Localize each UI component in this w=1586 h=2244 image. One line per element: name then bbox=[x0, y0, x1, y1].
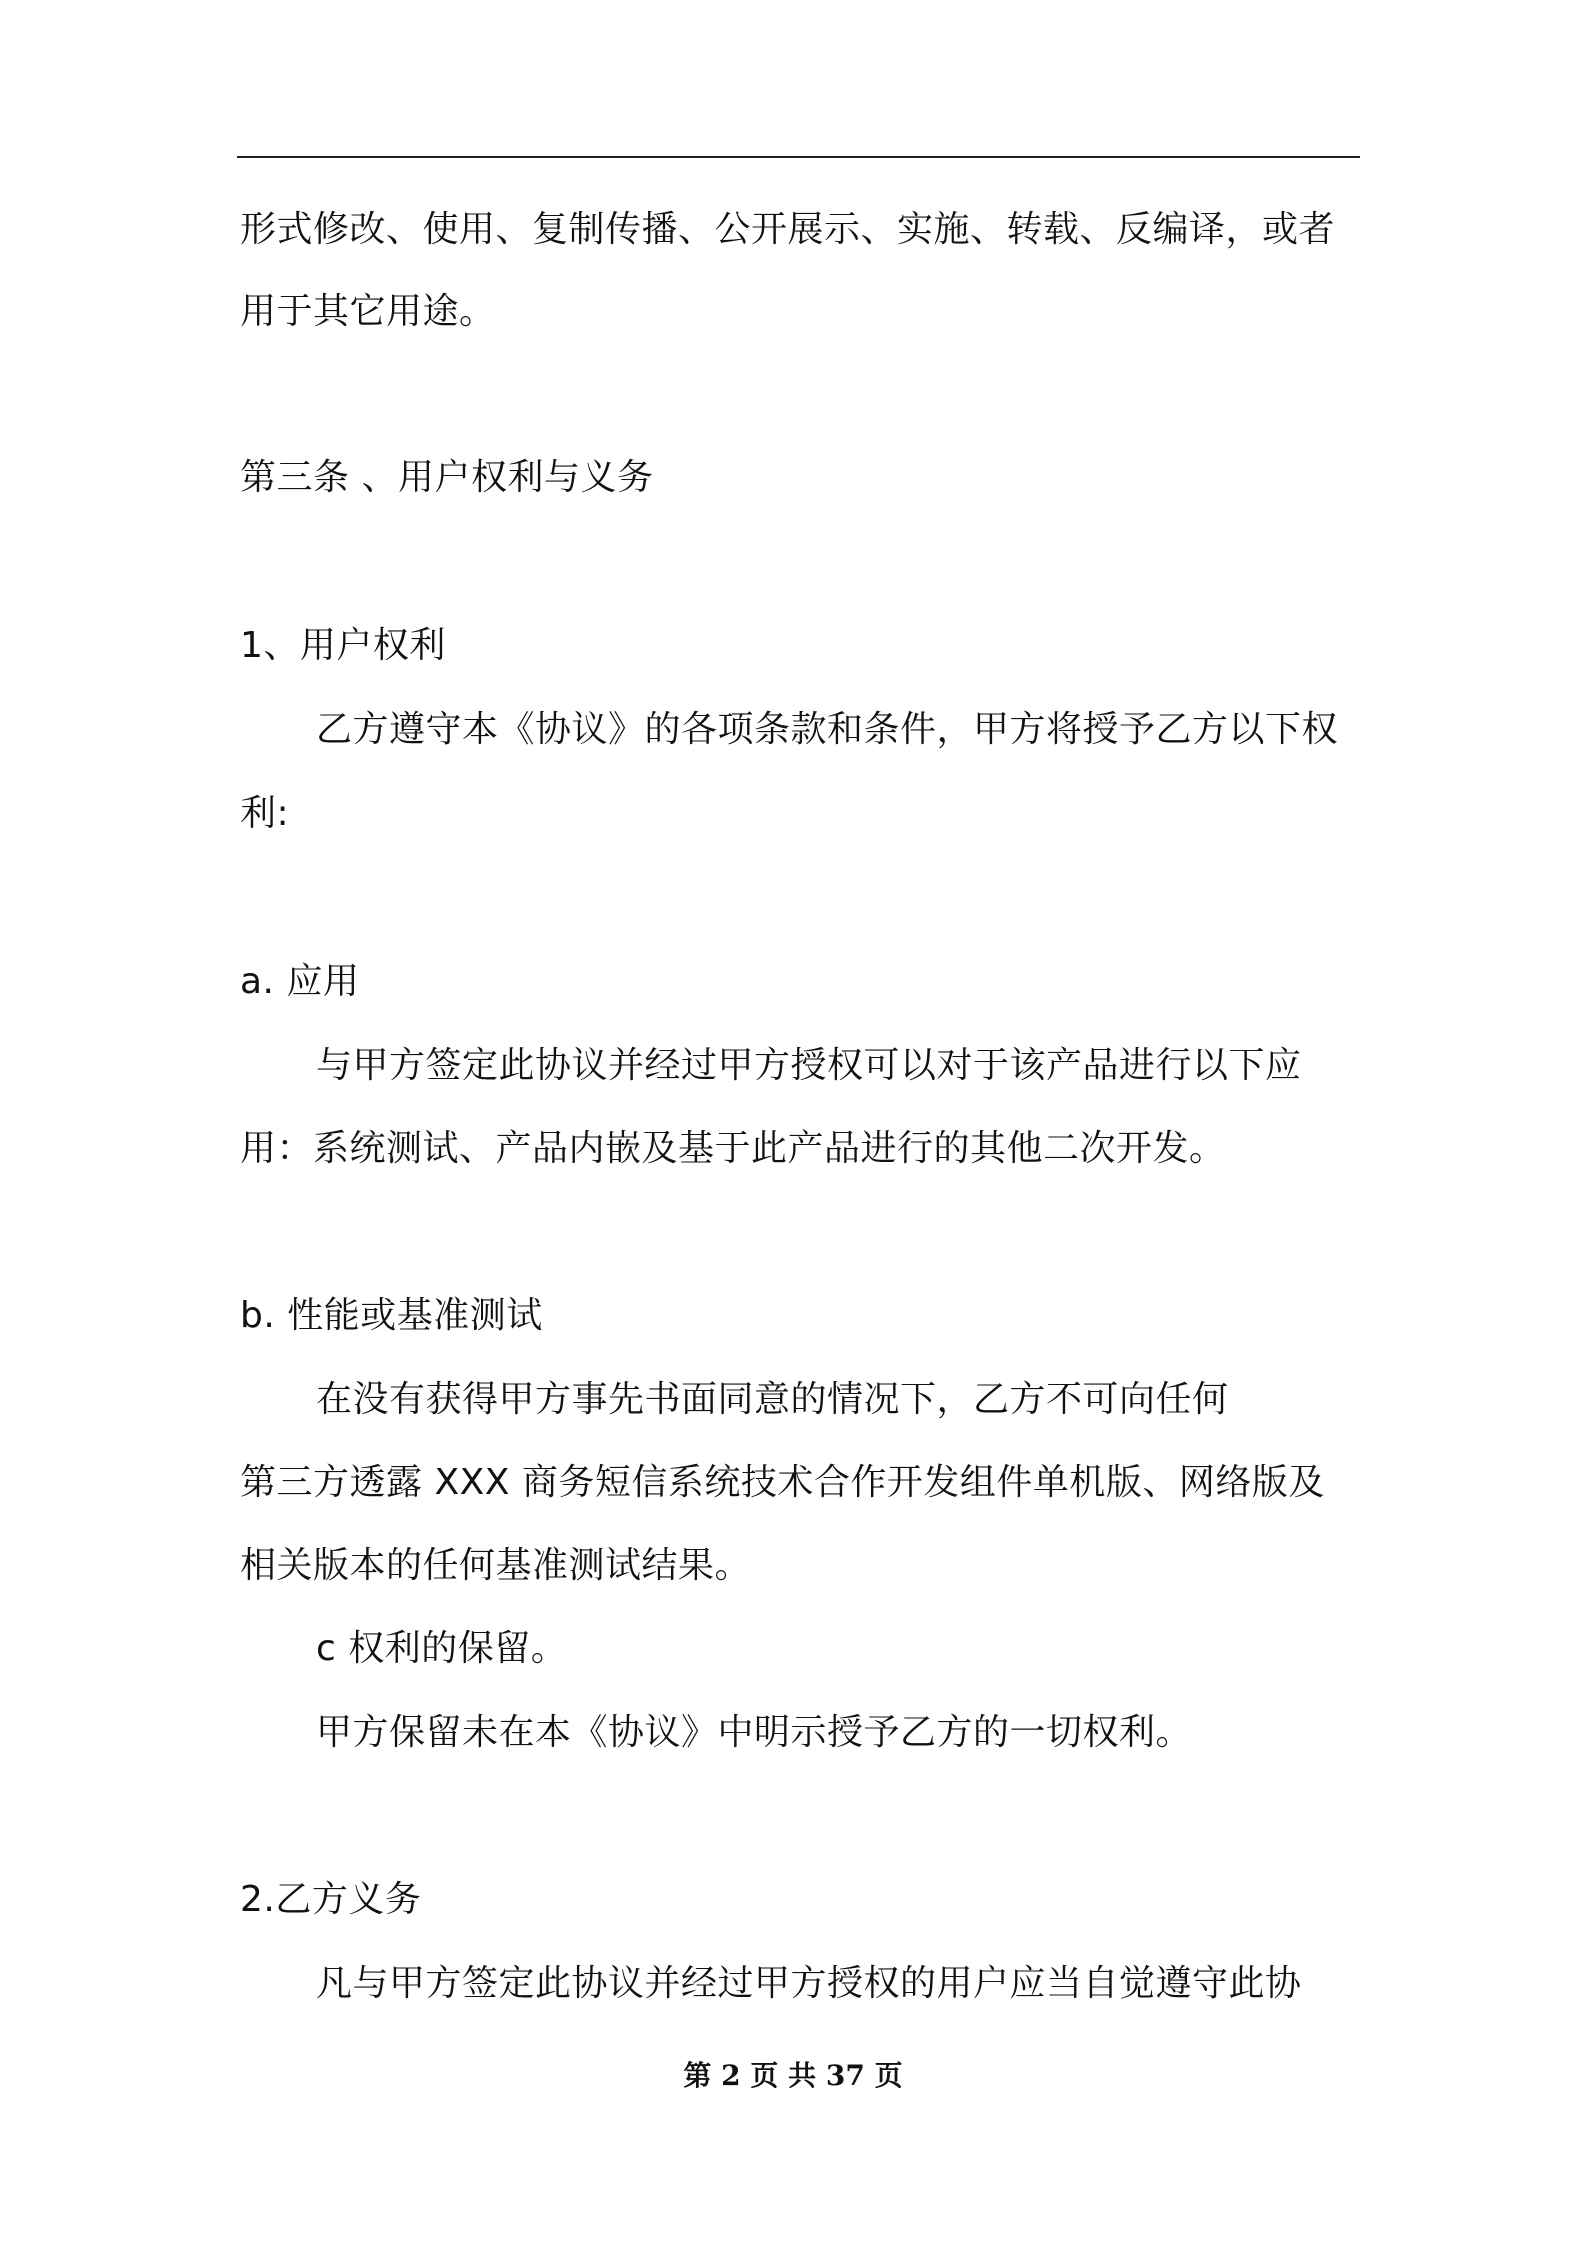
body-text-line: 用于其它用途。 bbox=[240, 291, 496, 332]
page-number-footer: 第 2 页 共 37 页 bbox=[683, 2059, 903, 2092]
item-heading: b. 性能或基准测试 bbox=[240, 1295, 543, 1336]
body-text-line: 利: bbox=[240, 793, 290, 834]
header-rule bbox=[237, 156, 1360, 158]
item-heading: a. 应用 bbox=[240, 961, 360, 1002]
body-text-line: 形式修改、使用、复制传播、公开展示、实施、转载、反编译，或者 bbox=[240, 209, 1336, 250]
body-text-line: 甲方保留未在本《协议》中明示授予乙方的一切权利。 bbox=[316, 1712, 1193, 1753]
body-text-line: 第三方透露 XXX 商务短信系统技术合作开发组件单机版、网络版及 bbox=[240, 1462, 1325, 1503]
body-text-line: 乙方遵守本《协议》的各项条款和条件，甲方将授予乙方以下权 bbox=[316, 709, 1339, 750]
body-text-line: 相关版本的任何基准测试结果。 bbox=[240, 1545, 752, 1586]
subsection-heading: 2.乙方义务 bbox=[240, 1879, 422, 1920]
body-text-line: 与甲方签定此协议并经过甲方授权可以对于该产品进行以下应 bbox=[316, 1045, 1302, 1086]
body-text-line: 凡与甲方签定此协议并经过甲方授权的用户应当自觉遵守此协 bbox=[316, 1963, 1302, 2004]
subsection-heading: 1、用户权利 bbox=[240, 625, 446, 666]
section-heading: 第三条 、用户权利与义务 bbox=[240, 457, 654, 498]
body-text-line: 在没有获得甲方事先书面同意的情况下，乙方不可向任何 bbox=[316, 1379, 1229, 1420]
body-text-line: 用：系统测试、产品内嵌及基于此产品进行的其他二次开发。 bbox=[240, 1128, 1226, 1169]
item-heading: c 权利的保留。 bbox=[316, 1628, 568, 1669]
